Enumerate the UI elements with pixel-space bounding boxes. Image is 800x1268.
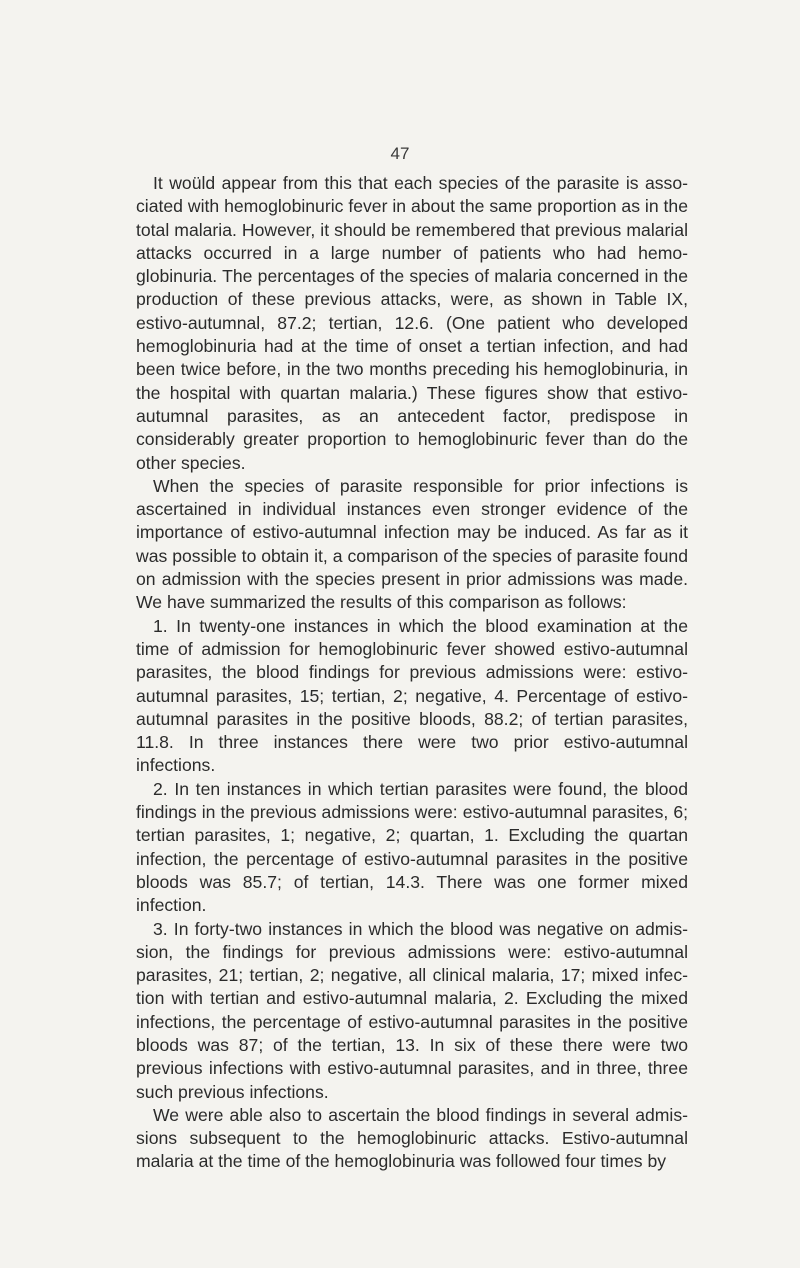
body-text — [136, 172, 688, 1174]
paragraph-6: We were able also to ascertain the blood findings in several admissions subsequent to the hemoglobinuric attacks. Estivo-autumnal malaria at the time of the hemoglobinuria was followed four times by — [136, 1104, 688, 1172]
page-number: 47 — [390, 144, 410, 163]
paragraph-3: 1. In twenty-one instances in which the blood examination at the time of admission for hemoglobinuric fever showed estivo-autumnal parasites, the blood findings for previous admissions were: estivo-autumnal parasites, 15; tertian, 2; negative, 4. Percentage of estivo-autumnal parasites in the positive bloods, 88.2; of tertian parasites, 11.8. In three instances there were two prior estivo-autumnal infections. — [136, 615, 688, 776]
paragraph-1: It woüld appear from this that each species of the parasite is associated with hemoglobinuric fever in about the same proportion as in the total malaria. However, it should be remembered that previous malarial attacks occurred in a large number of patients who had hemoglobinuria. The percentages of the species of malaria concerned in the production of these previous attacks, were, as shown in Table IX, estivo-autumnal, 87.2; tertian, 12.6. (One patient who developed hemoglobinuria had at the time of onset a tertian infection, and had been twice before, in the two months preceding his hemoglobinuria, in the hospital with quartan malaria.) These figures show that estivo-autumnal parasites, as an antecedent factor, predispose in considerably greater proportion to hemoglobinuric fever than do the other species. — [136, 173, 688, 473]
paragraph-5: 3. In forty-two instances in which the blood was negative on admission, the findings for previous admissions were: estivo-autumnal parasites, 21; tertian, 2; negative, all clinical malaria, 17; mixed infection with tertian and estivo-autumnal malaria, 2. Excluding the mixed infections, the percentage of estivo-autumnal parasites in the positive bloods was 87; of the tertian, 13. In six of these there were two previous infections with estivo-autumnal parasites, and in three, three such previous infections. — [136, 918, 688, 1102]
paragraph-4: 2. In ten instances in which tertian parasites were found, the blood findings in the previous admissions were: estivo-autumnal parasites, 6; tertian parasites, 1; negative, 2; quartan, 1. Excluding the quartan infection, the percentage of estivo-autumnal parasites in the positive bloods was 85.7; of tertian, 14.3. There was one former mixed infection. — [136, 778, 688, 916]
paragraph-2: When the species of parasite responsible for prior infections is ascertained in individual instances even stronger evidence of the importance of estivo-autumnal infection may be induced. As far as it was possible to obtain it, a comparison of the species of parasite found on admission with the species present in prior admissions was made. We have summarized the results of this comparison as follows: — [136, 475, 688, 613]
